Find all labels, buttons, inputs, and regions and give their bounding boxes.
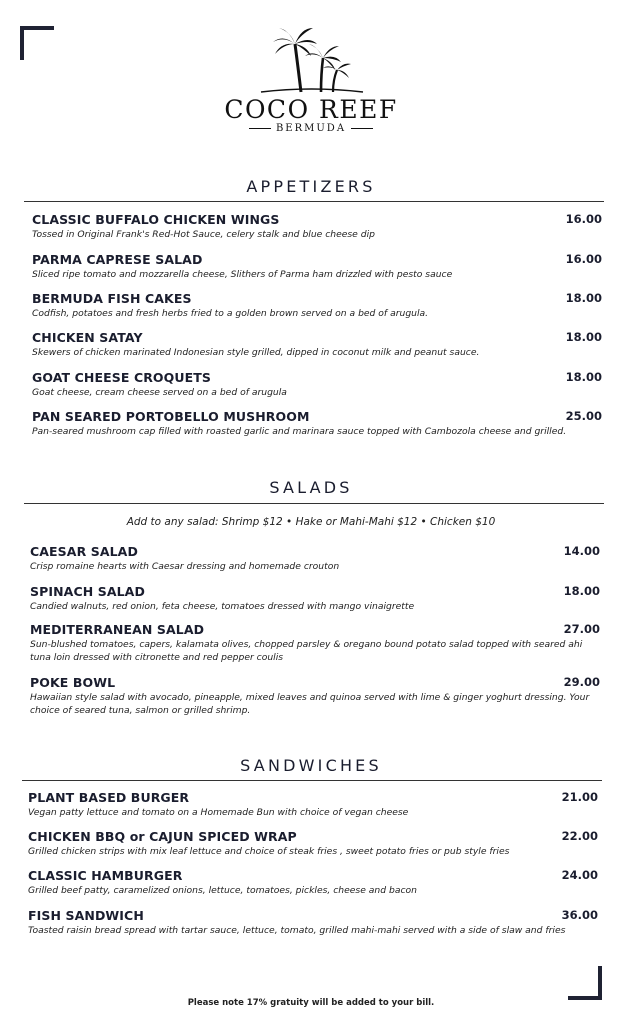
item-name: CHICKEN BBQ or CAJUN SPICED WRAP xyxy=(28,829,297,844)
item-name: POKE BOWL xyxy=(30,675,116,690)
item-price: 36.00 xyxy=(561,908,598,922)
menu-item xyxy=(30,584,600,613)
item-description: Codfish, potatoes and fresh herbs fried to a golden brown served on a bed of arugula. xyxy=(32,308,429,319)
item-name: PLANT BASED BURGER xyxy=(28,790,190,805)
item-price: 18.00 xyxy=(565,370,602,384)
menu-item xyxy=(32,409,602,438)
corner-bracket-bottom-right xyxy=(568,966,602,1000)
menu-item xyxy=(32,370,602,399)
brand-rule-left xyxy=(249,128,271,129)
salad-addons-note: Add to any salad: Shrimp $12 • Hake or Mahi-Mahi $12 • Chicken $10 xyxy=(126,516,496,528)
item-description: Sun-blushed tomatoes, capers, kalamata olives, chopped parsley & oregano bound potato salad topped with seared ahi tuna loin dressed with citronette and red pepper coulis xyxy=(30,639,583,663)
brand-rule-right xyxy=(351,128,373,129)
menu-item xyxy=(28,868,598,897)
item-name: PARMA CAPRESE SALAD xyxy=(32,252,203,267)
item-description: Goat cheese, cream cheese served on a bed of arugula xyxy=(32,387,287,398)
menu-item xyxy=(32,212,602,241)
item-description: Crisp romaine hearts with Caesar dressing and homemade crouton xyxy=(30,561,340,572)
item-price: 18.00 xyxy=(563,584,600,598)
item-price: 22.00 xyxy=(561,829,598,843)
item-name: CLASSIC HAMBURGER xyxy=(28,868,183,883)
item-price: 14.00 xyxy=(563,544,600,558)
item-price: 29.00 xyxy=(563,675,600,689)
item-description: Skewers of chicken marinated Indonesian style grilled, dipped in coconut milk and peanut sauce. xyxy=(32,347,480,358)
section-divider-appetizers xyxy=(24,201,604,202)
menu-item xyxy=(30,544,600,573)
menu-item xyxy=(30,675,600,717)
item-name: BERMUDA FISH CAKES xyxy=(32,291,192,306)
item-description: Vegan patty lettuce and tomato on a Homemade Bun with choice of vegan cheese xyxy=(28,807,409,818)
item-name: FISH SANDWICH xyxy=(28,908,144,923)
item-name: SPINACH SALAD xyxy=(30,584,145,599)
menu-item xyxy=(32,330,602,359)
item-description: Candied walnuts, red onion, feta cheese, tomatoes dressed with mango vinaigrette xyxy=(30,601,415,612)
menu-item xyxy=(32,291,602,320)
item-description: Grilled chicken strips with mix leaf lettuce and choice of steak fries , sweet potato fries or pub style fries xyxy=(28,846,510,857)
section-title-sandwiches: SANDWICHES xyxy=(240,756,382,775)
brand-name: COCO REEF xyxy=(224,95,398,124)
menu-item xyxy=(28,908,598,937)
item-price: 27.00 xyxy=(563,622,600,636)
menu-item xyxy=(32,252,602,281)
item-name: CHICKEN SATAY xyxy=(32,330,143,345)
item-name: GOAT CHEESE CROQUETS xyxy=(32,370,212,385)
item-price: 18.00 xyxy=(565,291,602,305)
section-divider-sandwiches xyxy=(22,780,602,781)
item-name: CLASSIC BUFFALO CHICKEN WINGS xyxy=(32,212,280,227)
item-description: Grilled beef patty, caramelized onions, lettuce, tomatoes, pickles, cheese and bacon xyxy=(28,885,417,896)
section-title-appetizers: APPETIZERS xyxy=(246,177,376,196)
item-price: 21.00 xyxy=(561,790,598,804)
item-name: CAESAR SALAD xyxy=(30,544,138,559)
item-description: Tossed in Original Frank's Red-Hot Sauce, celery stalk and blue cheese dip xyxy=(32,229,375,240)
section-divider-salads xyxy=(24,503,604,504)
item-price: 18.00 xyxy=(565,330,602,344)
item-name: MEDITERRANEAN SALAD xyxy=(30,622,205,637)
item-name: PAN SEARED PORTOBELLO MUSHROOM xyxy=(32,409,310,424)
item-price: 25.00 xyxy=(565,409,602,423)
item-price: 16.00 xyxy=(565,252,602,266)
item-description: Sliced ripe tomato and mozzarella cheese, Slithers of Parma ham drizzled with pesto sauce xyxy=(32,269,453,280)
gratuity-note: Please note 17% gratuity will be added to your bill. xyxy=(187,998,435,1008)
brand-location-text: BERMUDA xyxy=(275,123,347,134)
menu-item xyxy=(30,622,600,664)
menu-item xyxy=(28,829,598,858)
item-price: 16.00 xyxy=(565,212,602,226)
item-description: Pan-seared mushroom cap filled with roasted garlic and marinara sauce topped with Cambozola cheese and grilled. xyxy=(32,426,567,437)
item-description: Toasted raisin bread spread with tartar sauce, lettuce, tomato, grilled mahi-mahi served with a side of slaw and fries xyxy=(28,925,566,936)
menu-item xyxy=(28,790,598,819)
brand-logo xyxy=(0,22,622,134)
item-description: Hawaiian style salad with avocado, pineapple, mixed leaves and quinoa served with lime & ginger yoghurt dressing. Your choice of seared tuna, salmon or grilled shrimp. xyxy=(30,692,590,716)
item-price: 24.00 xyxy=(561,868,598,882)
section-title-salads: SALADS xyxy=(269,478,353,497)
brand-location xyxy=(0,123,622,134)
palm-trees-icon xyxy=(251,22,371,94)
